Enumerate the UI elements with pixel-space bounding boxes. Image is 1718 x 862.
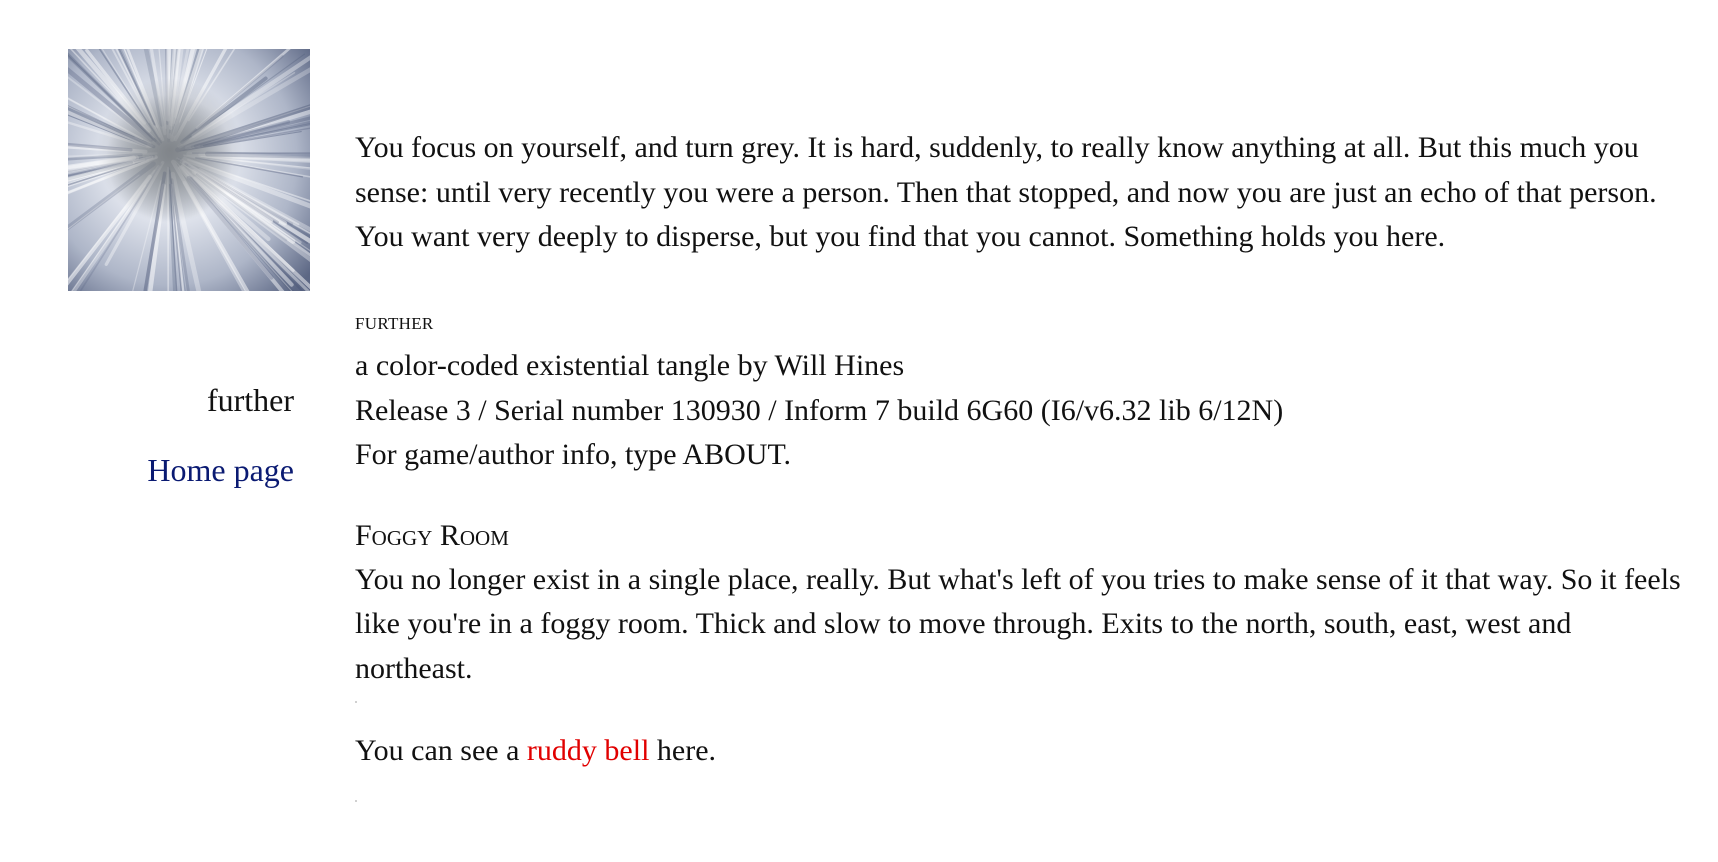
about-hint: For game/author info, type ABOUT. <box>355 438 792 471</box>
sidebar <box>40 380 294 490</box>
home-page-link[interactable]: Home page <box>147 452 294 488</box>
game-banner <box>355 300 1695 478</box>
object-prefix: You can see a <box>355 734 527 767</box>
transcript <box>355 126 1695 828</box>
divider-dot <box>355 701 357 703</box>
story-headline: a color-coded existential tangle by Will Hines <box>355 349 905 382</box>
object-suffix: here. <box>649 734 717 767</box>
cover-art-image <box>68 49 310 291</box>
room-description: You no longer exist in a single place, really. But what's left of you tries to make sense of it that way. So it feels like you're in a foggy room. Thick and slow to move through. Exits to the north, south, east, west and northeast. <box>355 562 1681 685</box>
room-heading: Foggy Room <box>355 518 509 552</box>
ruddy-bell-object[interactable]: ruddy bell <box>526 734 650 767</box>
game-name: further <box>206 382 294 418</box>
story-title: further <box>355 308 434 335</box>
intro-text: You focus on yourself, and turn grey. It is hard, suddenly, to really know anything at all. But this much you sense: until very recently you were a person. Then that stopped, and now you are just an echo of that person. You want very deeply to disperse, but you find that you cannot. Something holds you here. <box>355 131 1657 253</box>
divider-dot-bottom <box>355 800 357 802</box>
object-line <box>355 729 1695 774</box>
release-info: Release 3 / Serial number 130930 / Inform 7 build 6G60 (I6/v6.32 lib 6/12N) <box>355 393 1284 427</box>
